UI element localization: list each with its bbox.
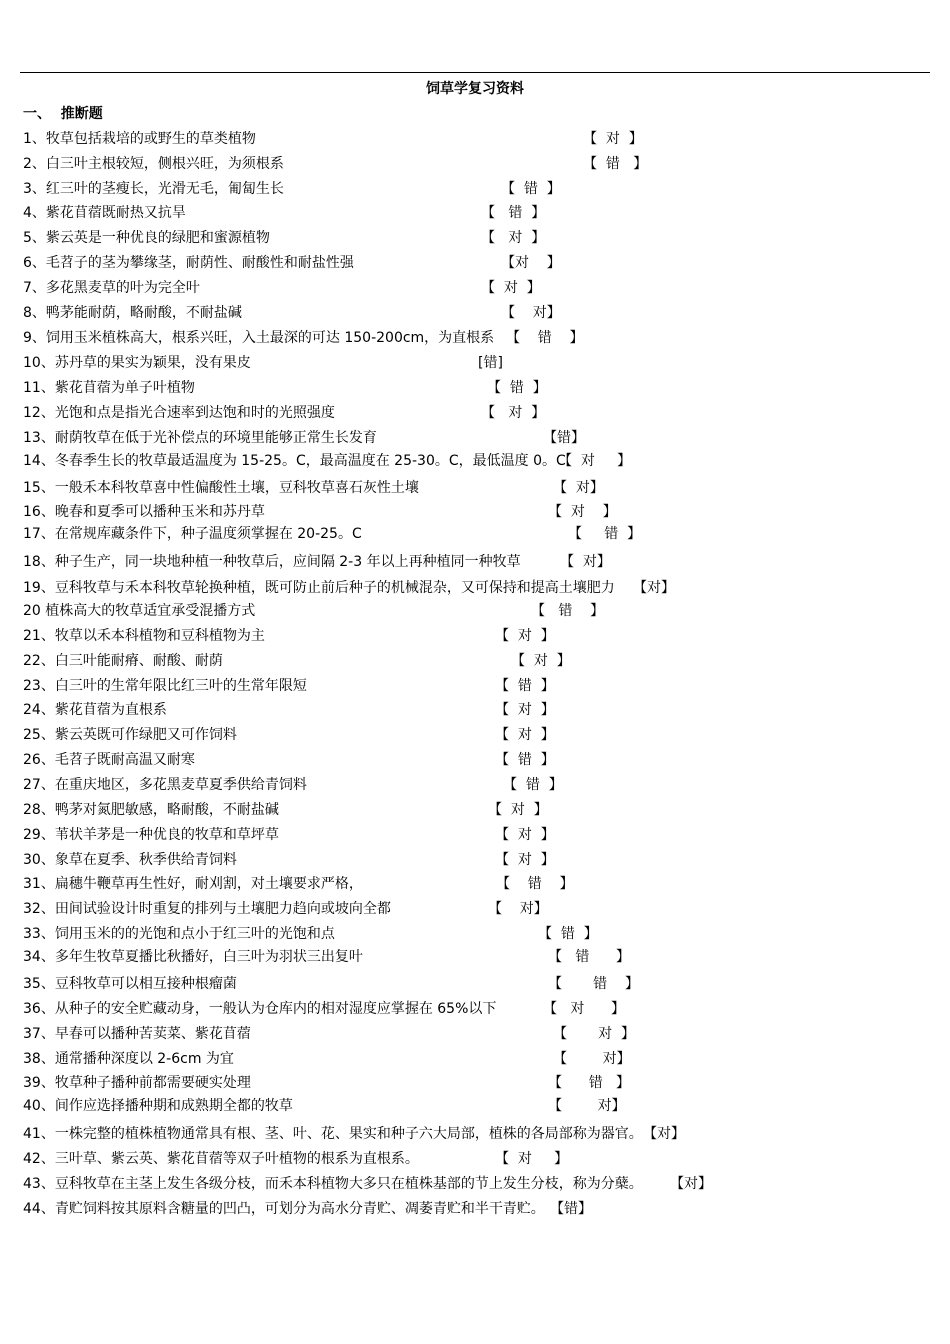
question-answer: 【 对 】	[548, 504, 617, 520]
question-row	[23, 354, 928, 372]
question-row	[23, 851, 928, 869]
question-text: 3、红三叶的茎瘦长，光滑无毛，匍匐生长	[23, 181, 284, 197]
question-text: 27、在重庆地区，多花黑麦草夏季供给青饲料	[23, 777, 307, 793]
question-answer: 【 错 】	[495, 752, 555, 768]
question-answer: 【 对 】	[495, 852, 555, 868]
question-text: 8、鸭茅能耐荫，略耐酸，不耐盐碱	[23, 305, 242, 321]
question-answer: 【 错 】	[538, 926, 598, 942]
question-row	[23, 525, 928, 543]
question-text: 5、紫云英是一种优良的绿肥和蜜源植物	[23, 230, 270, 246]
question-text: 29、苇状羊茅是一种优良的牧草和草坪草	[23, 827, 279, 843]
question-answer: 【 错 】	[495, 678, 555, 694]
question-text: 14、冬春季生长的牧草最适温度为 15-25。C，最高温度在 25-30。C，最低温度 0。C	[23, 453, 566, 469]
question-answer: 【对 】	[501, 255, 561, 271]
question-text: 34、多年生牧草夏播比秋播好，白三叶为羽状三出复叶	[23, 949, 363, 965]
question-text: 2、白三叶主根较短，侧根兴旺，为须根系	[23, 156, 284, 172]
question-answer: 【 对】	[548, 1098, 626, 1114]
question-answer: 【 错 】	[501, 181, 561, 197]
question-row	[23, 503, 928, 521]
question-text: 31、扁穗牛鞭草再生性好，耐刈割，对土壤要求严格，	[23, 876, 363, 892]
question-row	[23, 1074, 928, 1092]
question-answer: 【 对 】	[553, 1026, 636, 1042]
question-text: 11、紫花苜蓿为单子叶植物	[23, 380, 195, 396]
question-row	[23, 452, 928, 470]
question-row	[23, 1175, 928, 1193]
question-answer: 【 对 】	[583, 131, 643, 147]
question-text: 40、间作应选择播种期和成熟期全都的牧草	[23, 1098, 293, 1114]
question-row	[23, 279, 928, 297]
question-answer: 【 对】	[501, 305, 561, 321]
question-answer: 【 错 】	[487, 380, 547, 396]
question-row	[23, 429, 928, 447]
question-row	[23, 948, 928, 966]
question-text: 16、晚春和夏季可以播种玉米和苏丹草	[23, 504, 265, 520]
question-answer: [错]	[478, 355, 503, 371]
question-text: 42、三叶草、紫云英、紫花苜蓿等双子叶植物的根系为直根系。	[23, 1151, 419, 1167]
question-text: 20 植株高大的牧草适宜承受混播方式	[23, 603, 256, 619]
question-row	[23, 579, 928, 597]
question-row	[23, 925, 928, 943]
question-text: 13、耐荫牧草在低于光补偿点的环境里能够正常生长发育	[23, 430, 377, 446]
question-text: 17、在常规库藏条件下，种子温度须掌握在 20-25。C	[23, 526, 362, 542]
question-text: 24、紫花苜蓿为直根系	[23, 702, 167, 718]
question-answer: 【 对 】	[511, 653, 571, 669]
question-answer: 【 对 】	[543, 1001, 626, 1017]
question-text: 25、紫云英既可作绿肥又可作饲料	[23, 727, 237, 743]
question-row	[23, 553, 928, 571]
question-row	[23, 627, 928, 645]
question-text: 12、光饱和点是指光合速率到达饱和时的光照强度	[23, 405, 335, 421]
question-answer: 【对】	[633, 580, 675, 596]
question-row	[23, 826, 928, 844]
question-row	[23, 304, 928, 322]
question-text: 44、青贮饲料按其原料含糖量的凹凸，可划分为高水分青贮、凋萎青贮和半干青贮。	[23, 1201, 545, 1217]
question-text: 15、一般禾本科牧草喜中性偏酸性土壤，豆科牧草喜石灰性土壤	[23, 480, 419, 496]
question-answer: 【 对】	[553, 480, 604, 496]
section-heading: 一、 推断题	[23, 106, 103, 122]
question-row	[23, 1025, 928, 1043]
document-title: 饲草学复习资料	[426, 81, 524, 97]
header-rule	[20, 72, 930, 73]
question-text: 41、一株完整的植株植物通常具有根、茎、叶、花、果实和种子六大局部，植株的各局部称为器官。	[23, 1126, 643, 1142]
question-answer: 【 对 】	[495, 727, 555, 743]
question-answer: 【 错 】	[568, 526, 642, 542]
question-answer: 【 对 】	[481, 230, 546, 246]
question-text: 43、豆科牧草在主茎上发生各级分枝，而禾本科植物大多只在植株基部的节上发生分枝，称为分蘖。	[23, 1176, 643, 1192]
question-text: 10、苏丹草的果实为颖果，没有果皮	[23, 355, 251, 371]
question-row	[23, 1000, 928, 1018]
question-answer: 【 对 】	[488, 802, 548, 818]
question-row	[23, 751, 928, 769]
question-text: 18、种子生产，同一块地种植一种牧草后，应间隔 2-3 年以上再种植同一种牧草	[23, 554, 521, 570]
question-row	[23, 329, 928, 347]
question-row	[23, 229, 928, 247]
question-row	[23, 1150, 928, 1168]
question-text: 39、牧草种子播种前都需要硬实处理	[23, 1075, 251, 1091]
question-text: 9、饲用玉米植株高大，根系兴旺，入土最深的可达 150-200cm，为直根系	[23, 330, 495, 346]
question-row	[23, 602, 928, 620]
question-row	[23, 155, 928, 173]
question-row	[23, 130, 928, 148]
question-answer: 【错】	[543, 430, 585, 446]
question-text: 35、豆科牧草可以相互接种根瘤菌	[23, 976, 237, 992]
question-answer: 【对】	[670, 1176, 712, 1192]
question-answer: 【 对】	[553, 1051, 631, 1067]
question-text: 33、饲用玉米的的光饱和点小于红三叶的光饱和点	[23, 926, 335, 942]
question-answer: 【错】	[550, 1201, 592, 1217]
question-text: 7、多花黑麦草的叶为完全叶	[23, 280, 200, 296]
question-answer: 【 对】	[560, 554, 611, 570]
question-row	[23, 875, 928, 893]
question-answer: 【 对 】	[495, 702, 555, 718]
question-row	[23, 801, 928, 819]
question-answer: 【 错 】	[481, 205, 546, 221]
question-row	[23, 1200, 928, 1218]
question-answer: 【 错 】	[531, 603, 605, 619]
question-text: 30、象草在夏季、秋季供给青饲料	[23, 852, 237, 868]
question-text: 23、白三叶的生常年限比红三叶的生常年限短	[23, 678, 307, 694]
question-row	[23, 975, 928, 993]
question-answer: 【 对 】	[558, 453, 632, 469]
question-answer: 【 对 】	[495, 628, 555, 644]
question-text: 36、从种子的安全贮藏动身，一般认为仓库内的相对湿度应掌握在 65%以下	[23, 1001, 497, 1017]
question-row	[23, 1050, 928, 1068]
question-row	[23, 1097, 928, 1115]
question-row	[23, 701, 928, 719]
question-text: 6、毛苕子的茎为攀缘茎，耐荫性、耐酸性和耐盐性强	[23, 255, 354, 271]
question-answer: 【 错 】	[548, 949, 631, 965]
question-answer: 【 错 】	[496, 876, 574, 892]
question-row	[23, 776, 928, 794]
question-row	[23, 726, 928, 744]
question-answer: 【 错 】	[503, 777, 563, 793]
question-answer: 【 错 】	[583, 156, 648, 172]
question-row	[23, 677, 928, 695]
question-answer: 【 错 】	[506, 330, 584, 346]
question-row	[23, 404, 928, 422]
question-text: 38、通常播种深度以 2-6cm 为宜	[23, 1051, 234, 1067]
question-text: 28、鸭茅对氮肥敏感，略耐酸，不耐盐碱	[23, 802, 279, 818]
question-text: 4、紫花苜蓿既耐热又抗旱	[23, 205, 186, 221]
question-row	[23, 204, 928, 222]
question-text: 1、牧草包括栽培的或野生的草类植物	[23, 131, 256, 147]
question-answer: 【 错 】	[548, 976, 639, 992]
question-text: 21、牧草以禾本科植物和豆科植物为主	[23, 628, 265, 644]
question-row	[23, 900, 928, 918]
question-answer: 【 错 】	[548, 1075, 631, 1091]
question-row	[23, 254, 928, 272]
question-answer: 【对】	[643, 1126, 685, 1142]
question-row	[23, 180, 928, 198]
question-text: 37、早春可以播种苦荬菜、紫花苜蓿	[23, 1026, 251, 1042]
question-text: 22、白三叶能耐瘠、耐酸、耐荫	[23, 653, 223, 669]
question-answer: 【 对 】	[481, 280, 541, 296]
question-row	[23, 652, 928, 670]
question-answer: 【 对 】	[495, 1151, 569, 1167]
question-text: 26、毛苕子既耐高温又耐寒	[23, 752, 195, 768]
question-row	[23, 379, 928, 397]
question-row	[23, 1125, 928, 1143]
question-row	[23, 479, 928, 497]
question-answer: 【 对 】	[481, 405, 546, 421]
question-answer: 【 对】	[488, 901, 548, 917]
question-text: 32、田间试验设计时重复的排列与土壤肥力趋向或坡向全都	[23, 901, 391, 917]
question-text: 19、豆科牧草与禾本科牧草轮换种植，既可防止前后种子的机械混杂，又可保持和提高土壤肥力	[23, 580, 615, 596]
question-answer: 【 对 】	[495, 827, 555, 843]
